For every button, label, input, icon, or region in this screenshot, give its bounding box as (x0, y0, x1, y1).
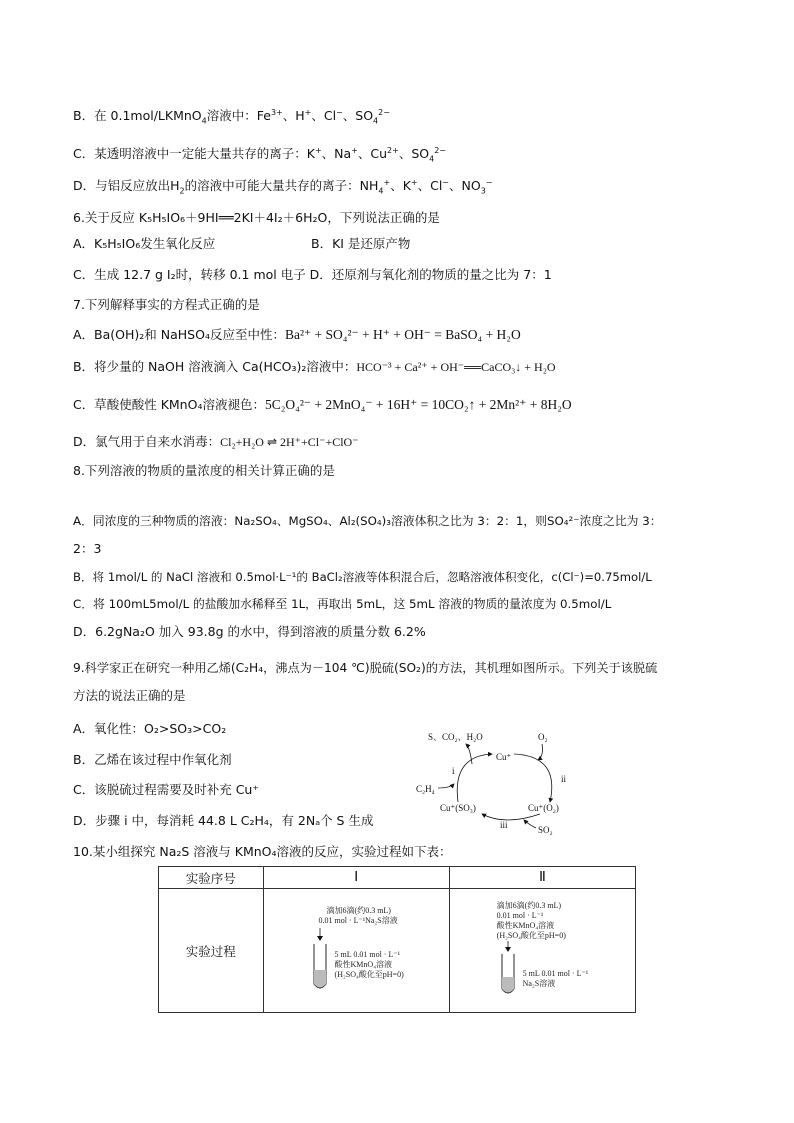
cycle-arc-i (457, 754, 492, 802)
cycle-arc-iii (482, 814, 540, 820)
q8-stem: 8.下列溶液的物质的量浓度的相关计算正确的是 (73, 463, 335, 478)
q8-option-a-cont: 2：3 (73, 541, 102, 556)
exp1-drop-text-2: 0.01 mol · L⁻¹Na₂S溶液 (318, 916, 398, 925)
q5-option-d: D．与铝反应放出$H_2$的溶液中可能大量共存的离子：$NH_4^+$、K+、Cl−、$NO_3^-$ (73, 177, 493, 196)
q8-option-c: C．将 100mL5mol/L 的盐酸加水稀释至 1L，再取出 5mL，这 5mL 溶液的物质的量浓度为 0.5mol/L (73, 597, 612, 611)
exp2-drop-text-2: 0.01 mol · L⁻¹ (496, 911, 544, 920)
diagram-so2: SO₂ (538, 825, 553, 835)
exp1-drop-text-1: 滴加6滴(约0.3 mL) (326, 906, 391, 915)
cycle-arc-ii (514, 754, 552, 802)
desulfurization-mechanism-diagram (410, 726, 610, 836)
diagram-c2h4: C₂H₄ (416, 784, 435, 794)
o2-in-arrow (538, 744, 543, 760)
q6-options-cd: C．生成 12.7 g I₂时，转移 0.1 mol 电子 D．还原剂与氧化剂的物质的量之比为 7：1 (73, 267, 552, 282)
experiment-table (158, 866, 636, 1013)
q9-option-a: A．氧化性：O₂>SO₃>CO₂ (73, 721, 227, 736)
diagram-cu-o2: Cu⁺(O₂) (528, 803, 559, 813)
table-header-exp2: Ⅱ (449, 867, 635, 889)
exp2-tube-text-1: 5 mL 0.01 mol · L⁻¹ (522, 969, 589, 978)
q9-stem-cont: 方法的说法正确的是 (73, 688, 186, 703)
q9-stem: 9.科学家正在研究一种用乙烯(C₂H₄，沸点为－104 ℃)脱硫(SO₂)的方法，其机理如图所示。下列关于该脱硫 (73, 661, 658, 675)
diagram-o2: O₂ (538, 732, 548, 742)
diagram-step-i: i (452, 766, 455, 776)
diagram-cu-plus: Cu⁺ (496, 752, 512, 762)
diagram-top-products: S、CO₂、H₂O (428, 732, 483, 742)
q8-option-d: D．6.2gNa₂O 加入 93.8g 的水中，得到溶液的质量分数 6.2% (73, 624, 426, 639)
q7-stem: 7.下列解释事实的方程式正确的是 (73, 297, 260, 312)
q9-option-d: D．步骤 i 中，每消耗 44.8 L C₂H₄，有 2Nₐ个 S 生成 (73, 813, 374, 828)
q7-option-b: B．将少量的 NaOH 溶液滴入 Ca(HCO₃)₂溶液中：HCO⁻³ + Ca²⁺ + OH⁻══CaCO₃↓ + H₂O (73, 359, 556, 374)
q9-option-c: C．该脱硫过程需要及时补充 Cu⁺ (73, 782, 259, 797)
q6-option-a: A．K₅H₅IO₆发生氧化反应 (73, 236, 216, 251)
table-row-label: 实验过程 (159, 889, 264, 1013)
exp2-drop-text-3: 酸性KMnO₄溶液 (496, 921, 555, 930)
table-header-label: 实验序号 (159, 867, 264, 889)
exp2-tube-text-2: Na₂S溶液 (522, 979, 556, 988)
q6-stem: 6.关于反应 K₅H₅IO₆＋9HI══2KI＋4I₂＋6H₂O，下列说法正确的是 (73, 210, 440, 225)
q8-option-a: A．同浓度的三种物质的溶液：Na₂SO₄、MgSO₄、Al₂(SO₄)₃溶液体积之比为 3：2：1，则SO₄²⁻浓度之比为 3： (73, 514, 662, 528)
exp1-tube-text-2: 酸性KMnO₄溶液 (334, 960, 392, 969)
exp1-tube-text-3: (H₂SO₄酸化至pH=0) (334, 970, 404, 979)
exp2-drop-text-1: 滴加6滴(约0.3 mL) (496, 901, 562, 910)
c2h4-in-arrow (438, 784, 454, 788)
q5-option-c: C．某透明溶液中一定能大量共存的离子：K+、Na+、$Cu^{2+}$、$SO_4^{2-}$ (73, 145, 446, 164)
q5-option-b: B．在 0.1mol/LKMnO$_4$溶液中：$Fe^{3+}$、H+、Cl−、$SO_4^{2-}$ (73, 107, 390, 126)
q10-stem: 10.某小组探究 Na₂S 溶液与 KMnO₄溶液的反应，实验过程如下表： (73, 844, 452, 859)
q8-option-b: B．将 1mol/L 的 NaCl 溶液和 0.5mol·L⁻¹的 BaCl₂溶液等体积混合后，忽略溶液体积变化，c(Cl⁻)=0.75mol/L (73, 570, 652, 584)
diagram-step-iii: iii (500, 820, 508, 830)
q7-option-d: D．氯气用于自来水消毒：Cl₂+H₂O ⇌ 2H⁺+Cl⁻+ClO⁻ (73, 434, 359, 449)
exp1-tube-text-1: 5 mL 0.01 mol · L⁻¹ (334, 950, 400, 959)
table-header-exp1: Ⅰ (263, 867, 449, 889)
exp2-drop-text-4: (H₂SO₄酸化至pH=0) (496, 931, 566, 940)
exp1-process-cell (263, 889, 449, 1013)
diagram-cu-so3: Cu⁺(SO₃) (440, 803, 476, 813)
q7-option-a: A．Ba(OH)₂和 NaHSO₄反应至中性：Ba²⁺ + SO₄²⁻ + H⁺ + OH⁻ = BaSO₄ + H₂O (73, 327, 521, 342)
q7-option-c: C．草酸使酸性 KMnO₄溶液褪色：5C₂O₄²⁻ + 2MnO₄⁻ + 16H⁺ = 10CO₂↑ + 2Mn²⁺ + 8H₂O (73, 397, 572, 412)
exp2-test-tube-icon (497, 941, 519, 997)
so2-in-arrow (524, 820, 536, 828)
exp1-test-tube-icon (309, 928, 331, 992)
diagram-step-ii: ii (561, 774, 567, 784)
exp2-process-cell (449, 889, 635, 1013)
q6-option-b: B．KI 是还原产物 (311, 236, 411, 251)
q9-option-b: B．乙烯在该过程中作氧化剂 (73, 752, 232, 767)
